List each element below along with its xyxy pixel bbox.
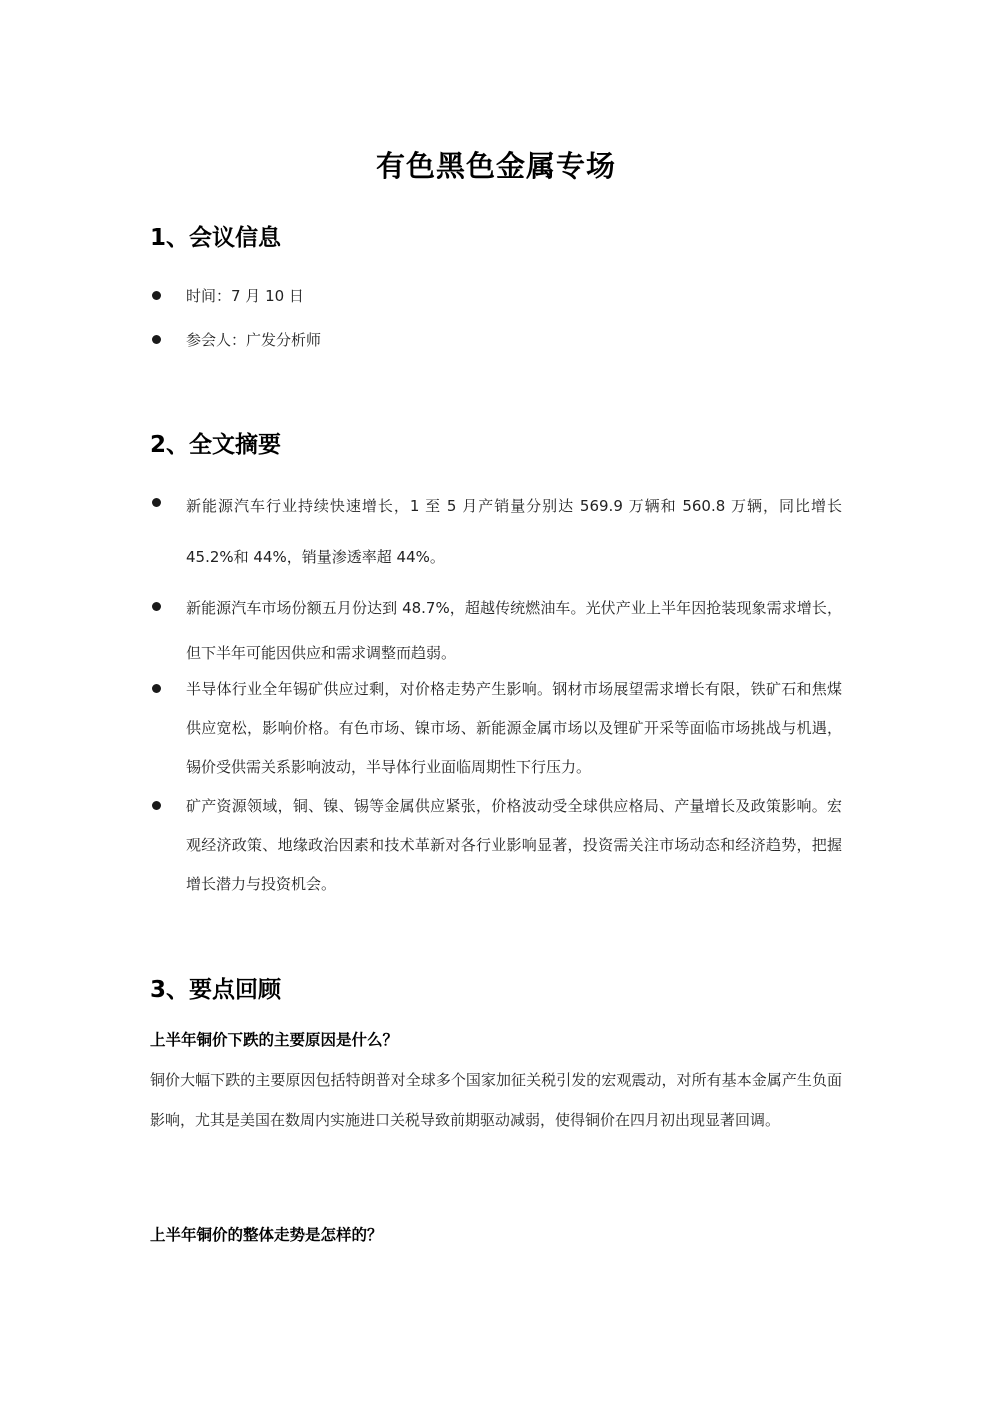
summary-text: 半导体行业全年锡矿供应过剩，对价格走势产生影响。钢材市场展望需求增长有限，铁矿石和焦煤供应宽松，影响价格。有色市场、镍市场、新能源金属市场以及锂矿开采等面临市场挑战与机遇，锡价受供需关系影响波动，半导体行业面临周期性下行压力。 [186, 680, 842, 776]
bullet-dot-icon [152, 291, 161, 300]
bullet-dot-icon [152, 684, 161, 693]
meeting-time-text: 时间：7 月 10 日 [186, 287, 304, 305]
bullet-dot-icon [152, 335, 161, 344]
summary-text: 新能源汽车行业持续快速增长，1 至 5 月产销量分别达 569.9 万辆和 560.8 万辆，同比增长 45.2%和 44%，销量渗透率超 44%。 [186, 497, 842, 566]
section-heading-review: 3、要点回顾 [150, 977, 282, 1003]
review-question: 上半年铜价的整体走势是怎样的？ [150, 1226, 383, 1244]
section-heading-summary: 2、全文摘要 [150, 432, 282, 458]
review-question: 上半年铜价下跌的主要原因是什么？ [150, 1031, 399, 1049]
bullet-dot-icon [152, 801, 161, 810]
review-answer: 铜价大幅下跌的主要原因包括特朗普对全球多个国家加征关税引发的宏观震动，对所有基本金属产生负面影响，尤其是美国在数周内实施进口关税导致前期驱动减弱，使得铜价在四月初出现显著回调。 [150, 1071, 842, 1129]
document-title: 有色黑色金属专场 [375, 149, 616, 183]
bullet-dot-icon [152, 602, 161, 611]
summary-text: 新能源汽车市场份额五月份达到 48.7%，超越传统燃油车。光伏产业上半年因抢装现象需求增长，但下半年可能因供应和需求调整而趋弱。 [186, 599, 842, 662]
bullet-dot-icon [152, 498, 161, 507]
section-heading-meeting-info: 1、会议信息 [150, 225, 282, 251]
summary-text: 矿产资源领域，铜、镍、锡等金属供应紧张，价格波动受全球供应格局、产量增长及政策影响。宏观经济政策、地缘政治因素和技术革新对各行业影响显著，投资需关注市场动态和经济趋势，把握增长潜力与投资机会。 [186, 797, 842, 893]
meeting-attendees-text: 参会人：广发分析师 [186, 331, 322, 349]
